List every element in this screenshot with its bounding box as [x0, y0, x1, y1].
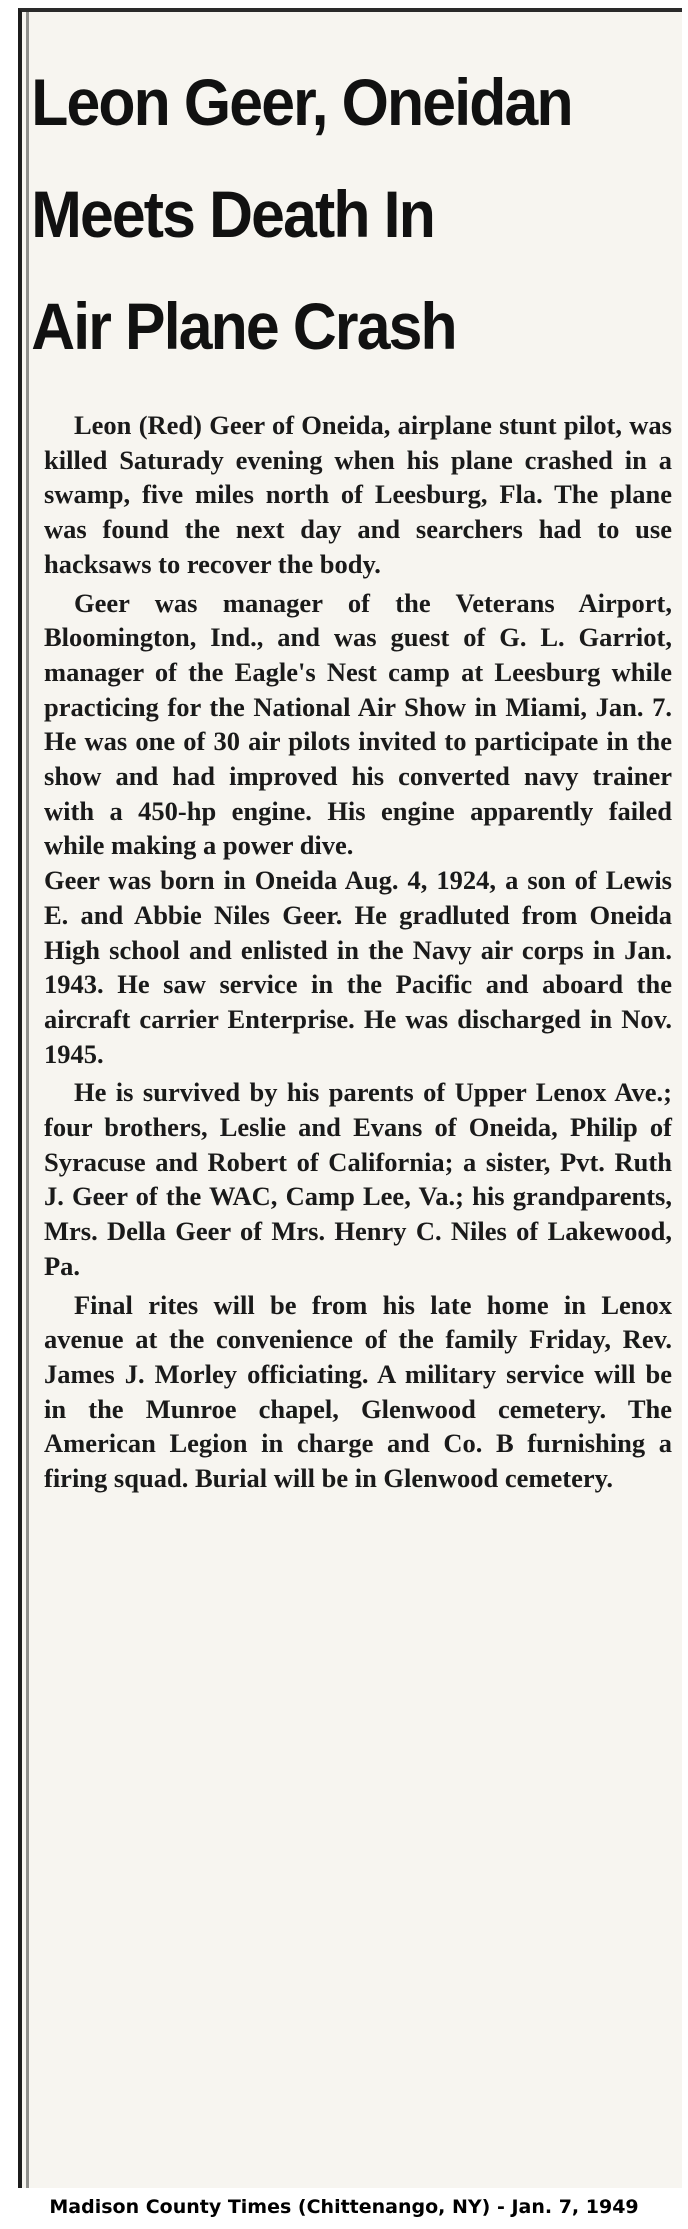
headline-line-2: Meets Death In: [31, 177, 434, 251]
paragraph-biography: Geer was born in Oneida Aug. 4, 1924, a son of Lewis E. and Abbie Niles Geer. He gradluted from Oneida High school and enlisted in the Navy air corps in Jan. 1943. He saw service in the Pacific and aboard the aircraft carrier Enterprise. He was discharged in Nov. 1945.: [44, 865, 672, 1069]
paragraph-funeral: Final rites will be from his late home in Lenox avenue at the convenience of the family Friday, Rev. James J. Morley officiating. A military service will be in the Munroe chapel, Glenwood cemetery. The American Legion in charge and Co. B furnishing a firing squad. Burial will be in Glenwood cemetery.: [44, 1289, 672, 1494]
paragraph-background: Geer was manager of the Veterans Airport, Bloomington, Ind., and was guest of G. L. Garriot, manager of the Eagle's Nest camp at Leesburg while practicing for the National Air Show in Miami, Jan. 7. He was one of 30 air pilots invited to participate in the show and had improved his converted navy trainer with a 450-hp engine. His engine apparently failed while making a power dive.: [44, 587, 672, 861]
paragraph-crash: Leon (Red) Geer of Oneida, airplane stunt pilot, was killed Saturady evening when his plane crashed in a swamp, five miles north of Leesburg, Fla. The plane was found the next day and searchers had to use hacksaws to recover the body.: [44, 410, 672, 579]
headline: [22, 12, 682, 382]
article-body: [44, 408, 672, 1496]
newspaper-clipping: [18, 8, 682, 2188]
source-credit: Madison County Times (Chittenango, NY) - Jan. 7, 1949: [49, 2196, 639, 2218]
headline-line-1: Leon Geer, Oneidan: [31, 65, 572, 139]
paragraph-survivors: He is survived by his parents of Upper Lenox Ave.; four brothers, Leslie and Evans of Oneida, Philip of Syracuse and Robert of California; a sister, Pvt. Ruth J. Geer of the WAC, Camp Lee, Va.; his grandparents, Mrs. Della Geer of Mrs. Henry C. Niles of Lakewood, Pa.: [44, 1077, 672, 1281]
headline-line-3: Air Plane Crash: [31, 289, 456, 363]
